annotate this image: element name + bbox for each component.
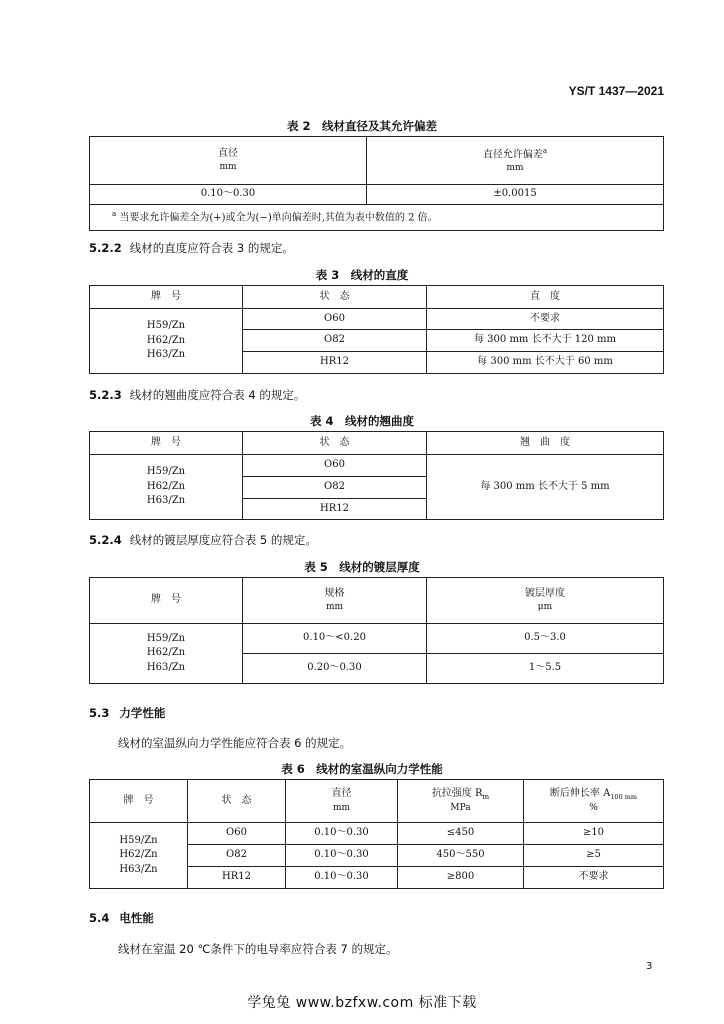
table6-header-strength-label: 抗拉强度 R <box>431 787 483 799</box>
table6-state: HR12 <box>188 867 286 889</box>
table3-header-grade: 牌 号 <box>90 286 243 309</box>
table4-header-warpage: 翘 曲 度 <box>427 432 664 455</box>
table2-header-tolerance-unit: mm <box>506 163 524 174</box>
table6-diameter: 0.10～0.30 <box>286 823 398 845</box>
clause-5-2-2 <box>89 240 294 256</box>
section-5-3-number: 5.3 <box>89 706 110 720</box>
table5-grade: H63/Zn <box>146 661 186 673</box>
table4-state: O82 <box>243 477 427 499</box>
clause-5-2-4-number: 5.2.4 <box>89 533 122 547</box>
table3-grade: H63/Zn <box>146 349 186 361</box>
table2-header-tolerance <box>367 137 664 185</box>
table6-diameter: 0.10～0.30 <box>286 867 398 889</box>
table5-header-spec-unit: mm <box>325 602 344 613</box>
table3-value: 每 300 mm 长不大于 120 mm <box>427 330 664 352</box>
clause-5-2-4-text: 线材的镀层厚度应符合表 5 的规定。 <box>129 533 317 547</box>
section-5-4-number: 5.4 <box>89 911 110 925</box>
table6-header-elongation-sub: 100 mm <box>610 792 638 801</box>
table5-grade: H62/Zn <box>146 647 186 659</box>
table5-grade: H59/Zn <box>146 632 186 644</box>
table3-caption: 表 3 线材的直度 <box>315 268 409 282</box>
table4-value: 每 300 mm 长不大于 5 mm <box>427 455 664 520</box>
table6-elongation: ≥10 <box>524 823 664 845</box>
table4-grades <box>90 455 243 520</box>
table6-header-state: 状 态 <box>188 780 286 823</box>
table6-header-strength-sub: m <box>482 792 490 801</box>
section-5-4-title: 电性能 <box>119 911 154 925</box>
table3-header-straightness: 直 度 <box>427 286 664 309</box>
clause-5-2-3-text: 线材的翘曲度应符合表 4 的规定。 <box>129 388 306 402</box>
clause-5-2-4 <box>89 532 317 548</box>
section-5-4-text: 线材在室温 20 ℃条件下的电导率应符合表 7 的规定。 <box>118 942 398 956</box>
table2-cell-tolerance: ±0.0015 <box>367 185 664 205</box>
table5-caption: 表 5 线材的镀层厚度 <box>304 560 420 574</box>
table6-elongation: 不要求 <box>524 867 664 889</box>
table6-header-diameter <box>286 780 398 823</box>
table6-header-elongation <box>524 780 664 823</box>
table2 <box>89 136 664 231</box>
table3-value: 不要求 <box>427 309 664 330</box>
clause-5-2-3-number: 5.2.3 <box>89 388 122 402</box>
table6-strength: ≥800 <box>398 867 524 889</box>
table2-footnote <box>90 205 664 231</box>
table3-grade: H62/Zn <box>146 334 186 346</box>
table6-header-diameter-unit: mm <box>332 802 351 813</box>
table4-state: HR12 <box>243 499 427 520</box>
section-5-3-title: 力学性能 <box>119 706 166 720</box>
table6-grade: H63/Zn <box>119 863 158 875</box>
table5-header-thickness <box>427 578 664 624</box>
table5-grades <box>90 624 243 684</box>
table6-strength: 450～550 <box>398 845 524 867</box>
table4-grade: H63/Zn <box>146 495 186 507</box>
section-5-4-heading <box>89 910 154 926</box>
table2-header-diameter <box>90 137 367 185</box>
table5-thickness: 1～5.5 <box>427 654 664 684</box>
table4-state: O60 <box>243 455 427 477</box>
table6-state: O82 <box>188 845 286 867</box>
table6 <box>89 779 664 889</box>
table5-header-grade: 牌 号 <box>90 578 243 624</box>
table6-grade: H62/Zn <box>119 849 158 861</box>
table3-grade: H59/Zn <box>146 320 186 332</box>
table2-header-tolerance-label: 直径允许偏差 <box>482 148 543 160</box>
table6-caption: 表 6 线材的室温纵向力学性能 <box>281 762 443 776</box>
clause-5-2-3 <box>89 387 305 403</box>
table2-footnote-mark: a <box>112 210 117 219</box>
table6-header-elongation-label: 断后伸长率 A <box>549 787 611 799</box>
table6-header-strength-unit: MPa <box>450 803 471 814</box>
table5-spec: 0.20～0.30 <box>243 654 427 684</box>
table3 <box>89 285 664 374</box>
table3-header-state: 状 态 <box>243 286 427 309</box>
table6-strength: ≤450 <box>398 823 524 845</box>
page-number: 3 <box>646 961 653 972</box>
table6-grade: H59/Zn <box>119 834 158 846</box>
table6-diameter: 0.10～0.30 <box>286 845 398 867</box>
table3-value: 每 300 mm 长不大于 60 mm <box>427 352 664 374</box>
table2-header-diameter-unit: mm <box>219 162 237 173</box>
table5-header-thickness-unit: μm <box>537 602 553 613</box>
table6-header-strength <box>398 780 524 823</box>
section-5-3-heading <box>89 705 165 721</box>
table5-header-thickness-label: 镀层厚度 <box>525 587 565 599</box>
clause-5-2-2-number: 5.2.2 <box>89 241 122 255</box>
table5-thickness: 0.5～3.0 <box>427 624 664 654</box>
table5-header-spec-label: 规格 <box>324 587 345 599</box>
table6-header-diameter-label: 直径 <box>331 788 352 800</box>
table2-caption: 表 2 线材直径及其允许偏差 <box>286 119 437 133</box>
table5-header-spec <box>243 578 427 624</box>
table3-grades <box>90 309 243 374</box>
table6-state: O60 <box>188 823 286 845</box>
table4 <box>89 431 664 520</box>
clause-5-2-2-text: 线材的直度应符合表 3 的规定。 <box>129 241 294 255</box>
table2-cell-diameter: 0.10～0.30 <box>90 185 367 205</box>
table4-grade: H59/Zn <box>146 466 186 478</box>
watermark-footer: 学兔兔 www.bzfxw.com 标准下载 <box>247 995 477 1011</box>
table4-header-grade: 牌 号 <box>90 432 243 455</box>
table2-header-diameter-label: 直径 <box>218 147 238 159</box>
table6-header-grade: 牌 号 <box>90 780 188 823</box>
table5 <box>89 577 664 684</box>
table3-state: O82 <box>243 330 427 352</box>
table4-header-state: 状 态 <box>243 432 427 455</box>
table6-header-elongation-unit: % <box>589 803 598 814</box>
table5-spec: 0.10～<0.20 <box>243 624 427 654</box>
table3-state: O60 <box>243 309 427 330</box>
table3-state: HR12 <box>243 352 427 374</box>
table2-footnote-text: 当要求允许偏差全为(+)或全为(−)单向偏差时,其值为表中数值的 2 倍。 <box>119 212 438 224</box>
table4-grade: H62/Zn <box>146 480 186 492</box>
table2-header-tolerance-sup: a <box>542 146 548 155</box>
section-5-3-text: 线材的室温纵向力学性能应符合表 6 的规定。 <box>118 736 352 750</box>
table6-grades <box>90 823 188 889</box>
standard-number: YS/T 1437—2021 <box>568 84 664 98</box>
table4-caption: 表 4 线材的翘曲度 <box>309 414 414 428</box>
table6-elongation: ≥5 <box>524 845 664 867</box>
